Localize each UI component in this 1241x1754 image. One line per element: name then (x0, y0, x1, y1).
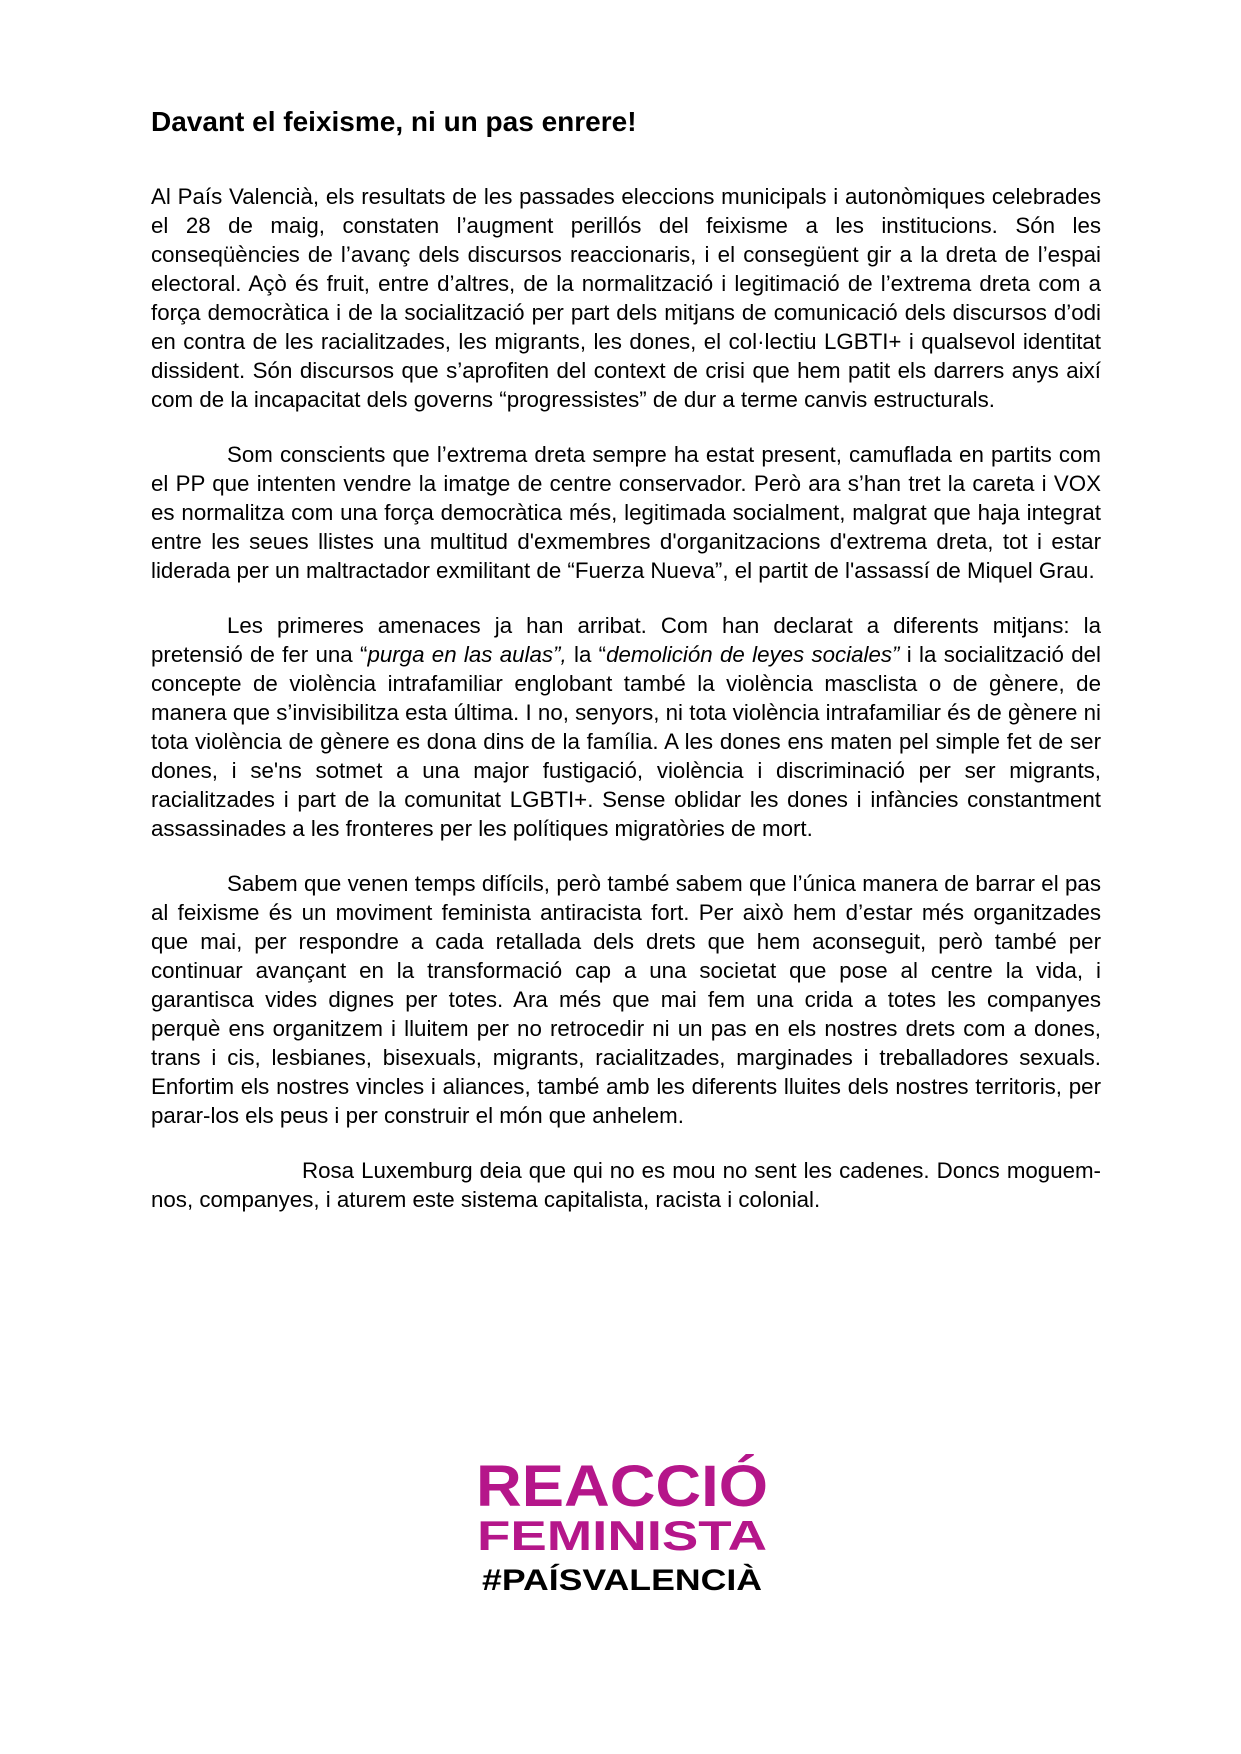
logo-line-2: FEMINISTA (477, 1512, 767, 1559)
paragraph-3 (151, 611, 1101, 843)
paragraph-4: Sabem que venen temps difícils, però també sabem que l’única manera de barrar el pas al feixisme és un moviment feminista antiracista fort. Per això hem d’estar més organitzades que mai, per respondre a cada retallada dels drets que hem aconseguit, però també per continuar avançant en la transformació cap a una societat que pose al centre la vida, i garantisca vides dignes per totes. Ara més que mai fem una crida a totes les companyes perquè ens organitzem i lluitem per no retrocedir ni un pas en els nostres drets com a dones, trans i cis, lesbianes, bisexuals, migrants, racialitzades, marginades i treballadores sexuals. Enfortim els nostres vincles i aliances, també amb les diferents lluites dels nostres territoris, per parar-los els peus i per construir el món que anhelem. (151, 871, 1101, 1128)
paragraph-1: Al País Valencià, els resultats de les passades eleccions municipals i autonòmiques celebrades el 28 de maig, constaten l’augment perillós del feixisme a les institucions. Són les conseqüències de l’avanç dels discursos reaccionaris, i el consegüent gir a la dreta de l’espai electoral. Açò és fruit, entre d’altres, de la normalització i legitimació de l’extrema dreta com a força democràtica i de la socialització per part dels mitjans de comunicació dels discursos d’odi en contra de les racialitzades, les migrants, les dones, el col·lectiu LGBTI+ i qualsevol identitat dissident. Són discursos que s’aprofiten del context de crisi que hem patit els darrers anys així com de la incapacitat dels governs “progressistes” de dur a terme canvis estructurals. (151, 184, 1101, 412)
reaccio-feminista-logo (472, 1448, 772, 1598)
paragraph-5: Rosa Luxemburg deia que qui no es mou no sent les cadenes. Doncs moguem-nos, companyes, i aturem este sistema capitalista, racista i colonial. (151, 1158, 1101, 1212)
paragraph-3-text-c: i la socialització del concepte de violència intrafamiliar englobant també la violència masclista o de gènere, de manera que s’invisibilitza esta última. I no, senyors, ni tota violència intrafamiliar és de gènere ni tota violència de gènere es dona dins de la família. A les dones ens maten pel simple fet de ser dones, i se'ns sotmet a una major fustigació, violència i discriminació per ser migrants, racialitzades i part de la comunitat LGBTI+. Sense oblidar les dones i infàncies constantment assassinades a les fronteres per les polítiques migratòries de mort. (151, 642, 1102, 841)
quote-demolicion: demolición de leyes sociales” (606, 642, 900, 667)
paragraph-3-text-a: Les primeres amenaces ja han arribat. Com han declarat a diferents mitjans: la pretensió de fer una “ (151, 613, 1101, 667)
logo-line-3: #PAÍSVALENCIÀ (482, 1564, 718, 1597)
paragraph-2: Som conscients que l’extrema dreta sempre ha estat present, camuflada en partits com el PP que intenten vendre la imatge de centre conservador. Però ara s’han tret la careta i VOX es normalitza com una força democràtica més, legitimada socialment, malgrat que haja integrat entre les seues llistes una multitud d'exmembres d'organitzacions d'extrema dreta, tot i estar liderada per un maltractador exmilitant de “Fuerza Nueva”, el partit de l'assassí de Miquel Grau. (151, 442, 1101, 583)
quote-purga: purga en las aulas”, (367, 642, 567, 667)
document-title: Davant el feixisme, ni un pas enrere! (151, 106, 637, 137)
paragraph-3-text-b: la “ (566, 642, 607, 667)
logo-line-1: REACCIÓ (476, 1454, 768, 1519)
document-page (151, 104, 1101, 1240)
